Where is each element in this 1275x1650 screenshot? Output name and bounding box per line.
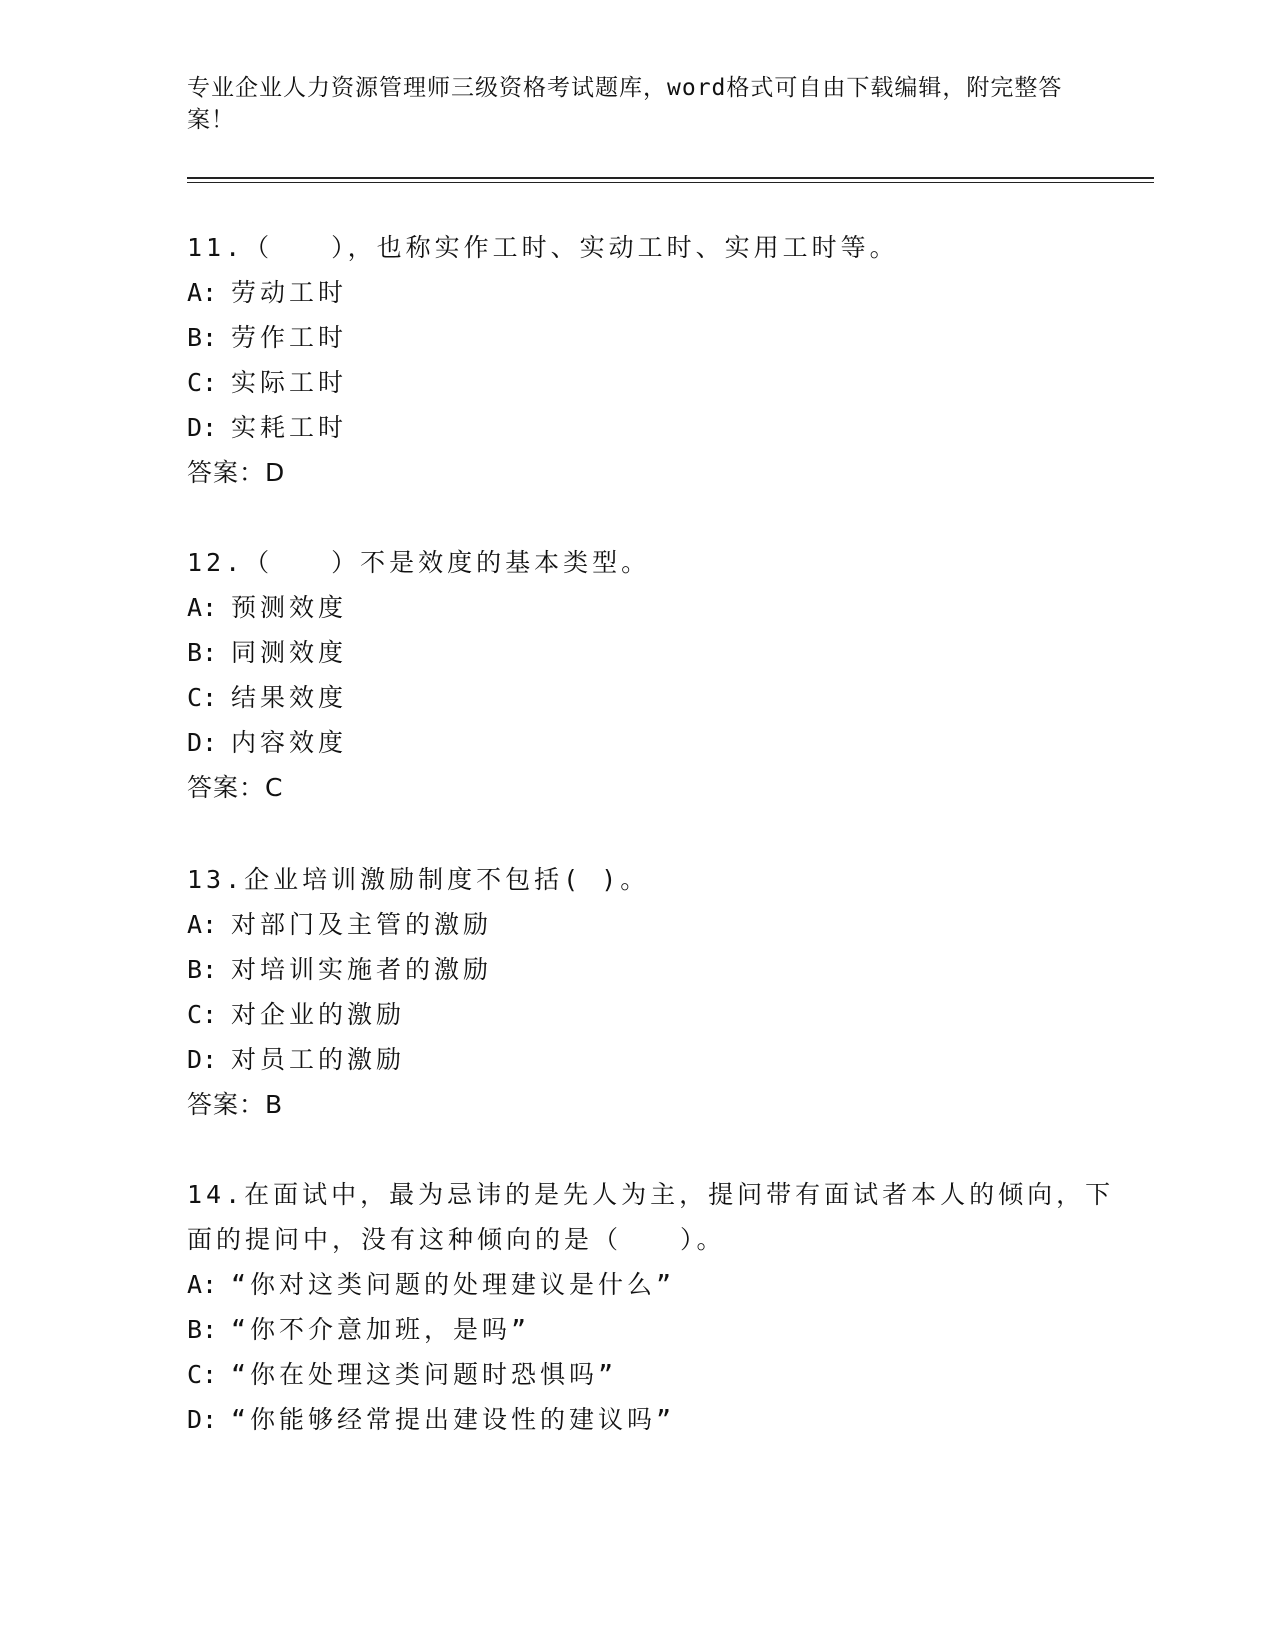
option-text: 结果效度 — [231, 683, 348, 712]
option-text: 对部门及主管的激励 — [231, 910, 493, 939]
document-intro: 专业企业人力资源管理师三级资格考试题库，word格式可自由下载编辑，附完整答案！ — [187, 75, 1063, 133]
option-key: B: — [187, 638, 218, 667]
option-b — [187, 1307, 1117, 1352]
option-key: A: — [187, 278, 218, 307]
option-key: A: — [187, 910, 218, 939]
option-a — [187, 902, 1117, 947]
option-d — [187, 405, 1117, 450]
option-b — [187, 947, 1117, 992]
question-11 — [187, 225, 1117, 495]
option-b — [187, 630, 1117, 675]
option-d — [187, 1397, 1117, 1442]
option-key: A: — [187, 1270, 218, 1299]
question-14 — [187, 1172, 1117, 1442]
option-text: 对培训实施者的激励 — [231, 955, 493, 984]
option-key: D: — [187, 413, 218, 442]
option-d — [187, 1037, 1117, 1082]
option-text: “你对这类问题的处理建议是什么” — [231, 1270, 676, 1299]
option-key: D: — [187, 1405, 218, 1434]
option-a — [187, 585, 1117, 630]
option-text: 实耗工时 — [231, 413, 348, 442]
option-text: 实际工时 — [231, 368, 348, 397]
option-a — [187, 1262, 1117, 1307]
answer: 答案：D — [187, 458, 286, 487]
option-key: B: — [187, 955, 218, 984]
option-key: D: — [187, 1045, 218, 1074]
option-key: C: — [187, 683, 218, 712]
option-text: 内容效度 — [231, 728, 348, 757]
question-12 — [187, 540, 1117, 810]
option-c — [187, 992, 1117, 1037]
option-text: 预测效度 — [231, 593, 348, 622]
option-key: B: — [187, 323, 218, 352]
option-text: “你不介意加班，是吗” — [231, 1315, 531, 1344]
option-c — [187, 675, 1117, 720]
answer: 答案：B — [187, 1090, 284, 1119]
option-key: D: — [187, 728, 218, 757]
option-text: 同测效度 — [231, 638, 348, 667]
option-key: A: — [187, 593, 218, 622]
option-c — [187, 1352, 1117, 1397]
option-d — [187, 720, 1117, 765]
question-13 — [187, 857, 1117, 1127]
option-text: 劳动工时 — [231, 278, 348, 307]
option-key: C: — [187, 1360, 218, 1389]
option-b — [187, 315, 1117, 360]
option-text: “你在处理这类问题时恐惧吗” — [231, 1360, 618, 1389]
header-divider-thin — [187, 182, 1154, 183]
option-text: 对员工的激励 — [231, 1045, 406, 1074]
option-text: “你能够经常提出建设性的建议吗” — [231, 1405, 676, 1434]
question-stem: 13.企业培训激励制度不包括( )。 — [187, 865, 650, 894]
answer: 答案：C — [187, 773, 284, 802]
option-key: C: — [187, 368, 218, 397]
option-text: 劳作工时 — [231, 323, 348, 352]
question-stem: 14.在面试中，最为忌讳的是先人为主，提问带有面试者本人的倾向，下面的提问中，没有这种倾向的是（ ）。 — [187, 1180, 1115, 1254]
option-c — [187, 360, 1117, 405]
option-text: 对企业的激励 — [231, 1000, 406, 1029]
option-a — [187, 270, 1117, 315]
option-key: B: — [187, 1315, 218, 1344]
question-stem: 12.（ ）不是效度的基本类型。 — [187, 548, 651, 577]
question-stem: 11.（ ），也称实作工时、实动工时、实用工时等。 — [187, 233, 899, 262]
option-key: C: — [187, 1000, 218, 1029]
header-divider — [187, 177, 1154, 179]
